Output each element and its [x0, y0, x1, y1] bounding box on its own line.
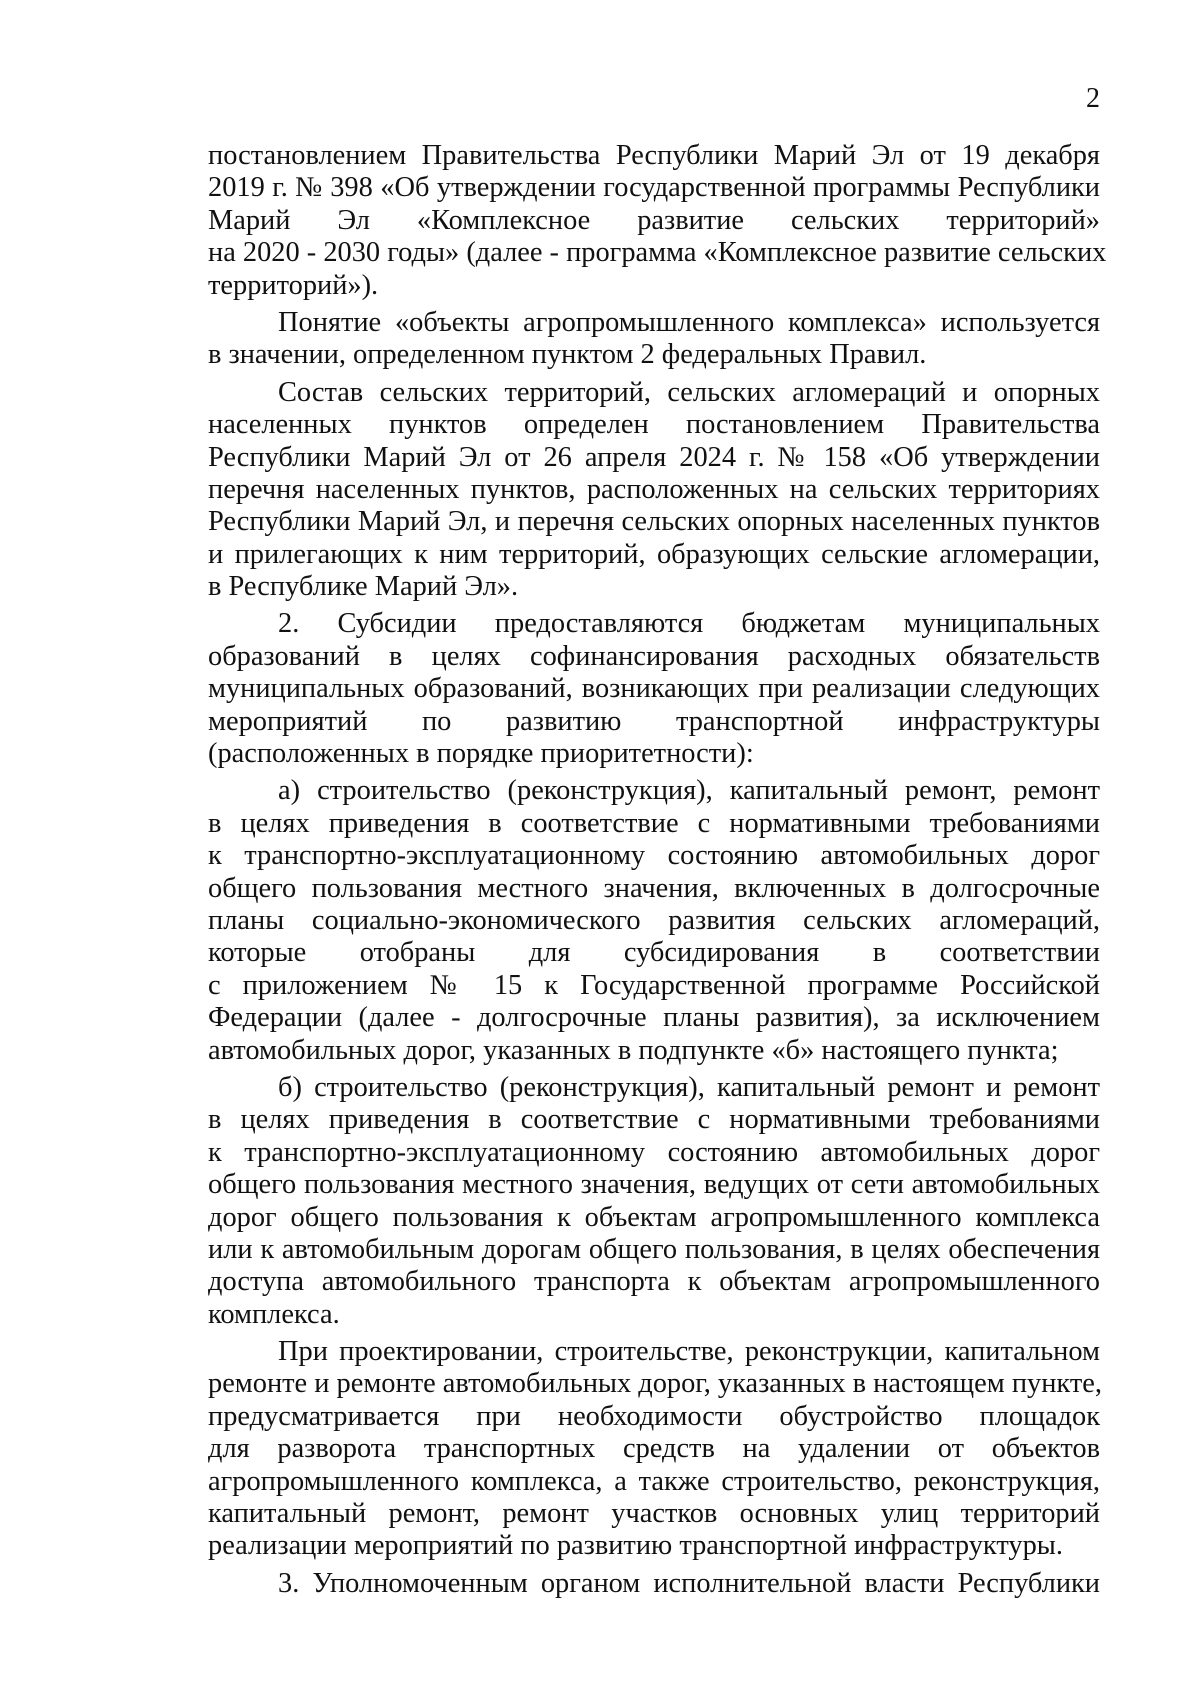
text-line: постановлением Правительства Республики Марий Эл от 19 декабря	[208, 140, 1100, 171]
text-line: комплекса.	[208, 1298, 340, 1330]
text-line: общего пользования местного значения, включенных в долгосрочные	[208, 872, 1100, 904]
text-line: Марий Эл «Комплексное развитие сельских территорий»	[208, 204, 1100, 236]
text-line: При проектировании, строительстве, реконструкции, капитальном	[278, 1336, 1100, 1368]
text-line: а) строительство (реконструкция), капитальный ремонт, ремонт	[278, 775, 1100, 807]
text-line: к транспортно-эксплуатационному состоянию автомобильных дорог	[208, 840, 1100, 872]
paragraph	[208, 775, 1100, 1067]
text-line: к транспортно-эксплуатационному состоянию автомобильных дорог	[208, 1136, 1100, 1168]
text-line: дорог общего пользования к объектам агропромышленного комплекса	[208, 1201, 1100, 1233]
text-line: общего пользования местного значения, ведущих от сети автомобильных	[208, 1169, 1100, 1201]
text-line: в значении, определенном пунктом 2 федеральных Правил.	[208, 339, 927, 371]
text-line: реализации мероприятий по развитию транспортной инфраструктуры.	[208, 1530, 1063, 1562]
text-line: в целях приведения в соответствие с нормативными требованиями	[208, 1104, 1100, 1136]
text-line: перечня населенных пунктов, расположенных на сельских территориях	[208, 473, 1100, 505]
paragraph	[208, 307, 1100, 372]
text-line: в целях приведения в соответствие с нормативными требованиями	[208, 807, 1100, 839]
text-line: 2019 г. № 398 «Об утверждении государственной программы Республики	[208, 172, 1100, 204]
paragraph	[208, 1072, 1100, 1331]
text-line: муниципальных образований, возникающих при реализации следующих	[208, 673, 1100, 705]
text-line: образований в целях софинансирования расходных обязательств	[208, 640, 1100, 672]
text-line: планы социально-экономического развития сельских агломераций,	[208, 904, 1100, 936]
text-line: на 2020 - 2030 годы» (далее - программа «Комплексное развитие сельских	[208, 237, 1107, 269]
paragraph	[208, 140, 1107, 302]
text-line: которые отобраны для субсидирования в соответствии	[208, 937, 1100, 969]
text-line: в Республике Марий Эл».	[208, 571, 519, 603]
text-line: и прилегающих к ним территорий, образующих сельские агломерации,	[208, 538, 1100, 570]
text-line: б) строительство (реконструкция), капитальный ремонт и ремонт	[278, 1071, 1100, 1103]
text-line: Состав сельских территорий, сельских агломераций и опорных	[278, 376, 1100, 408]
text-line: автомобильных дорог, указанных в подпункте «б» настоящего пункта;	[208, 1034, 1059, 1066]
paragraph	[208, 377, 1100, 604]
paragraph	[208, 608, 1100, 770]
text-line: Республики Марий Эл от 26 апреля 2024 г. № 158 «Об утверждении	[208, 441, 1100, 473]
text-line: капитальный ремонт, ремонт участков основных улиц территорий	[208, 1498, 1100, 1530]
text-line: 2. Субсидии предоставляются бюджетам муниципальных	[278, 608, 1100, 640]
paragraph	[208, 1568, 1100, 1600]
text-line: или к автомобильным дорогам общего пользования, в целях обеспечения	[208, 1233, 1100, 1265]
text-line: предусматривается при необходимости обустройство площадок	[208, 1400, 1100, 1432]
text-line: Федерации (далее - долгосрочные планы развития), за исключением	[208, 1002, 1100, 1034]
text-line: Республики Марий Эл, и перечня сельских опорных населенных пунктов	[208, 506, 1100, 538]
text-line: (расположенных в порядке приоритетности):	[208, 738, 754, 770]
text-line: для разворота транспортных средств на удалении от объектов	[208, 1433, 1100, 1465]
text-line: доступа автомобильного транспорта к объектам агропромышленного	[208, 1266, 1100, 1298]
text-line: 3. Уполномоченным органом исполнительной власти Республики	[278, 1567, 1100, 1599]
text-line: агропромышленного комплекса, а также строительство, реконструкция,	[208, 1465, 1100, 1497]
text-line: ремонте и ремонте автомобильных дорог, указанных в настоящем пункте,	[208, 1368, 1102, 1400]
text-line: территорий»).	[208, 269, 379, 301]
paragraph	[208, 1336, 1100, 1563]
document-body	[208, 140, 1107, 1605]
text-line: с приложением № 15 к Государственной программе Российской	[208, 969, 1100, 1001]
page-number: 2	[1086, 83, 1100, 114]
text-line: населенных пунктов определен постановлением Правительства	[208, 409, 1100, 441]
text-line: мероприятий по развитию транспортной инфраструктуры	[208, 705, 1100, 737]
text-line: Понятие «объекты агропромышленного комплекса» используется	[278, 306, 1100, 338]
